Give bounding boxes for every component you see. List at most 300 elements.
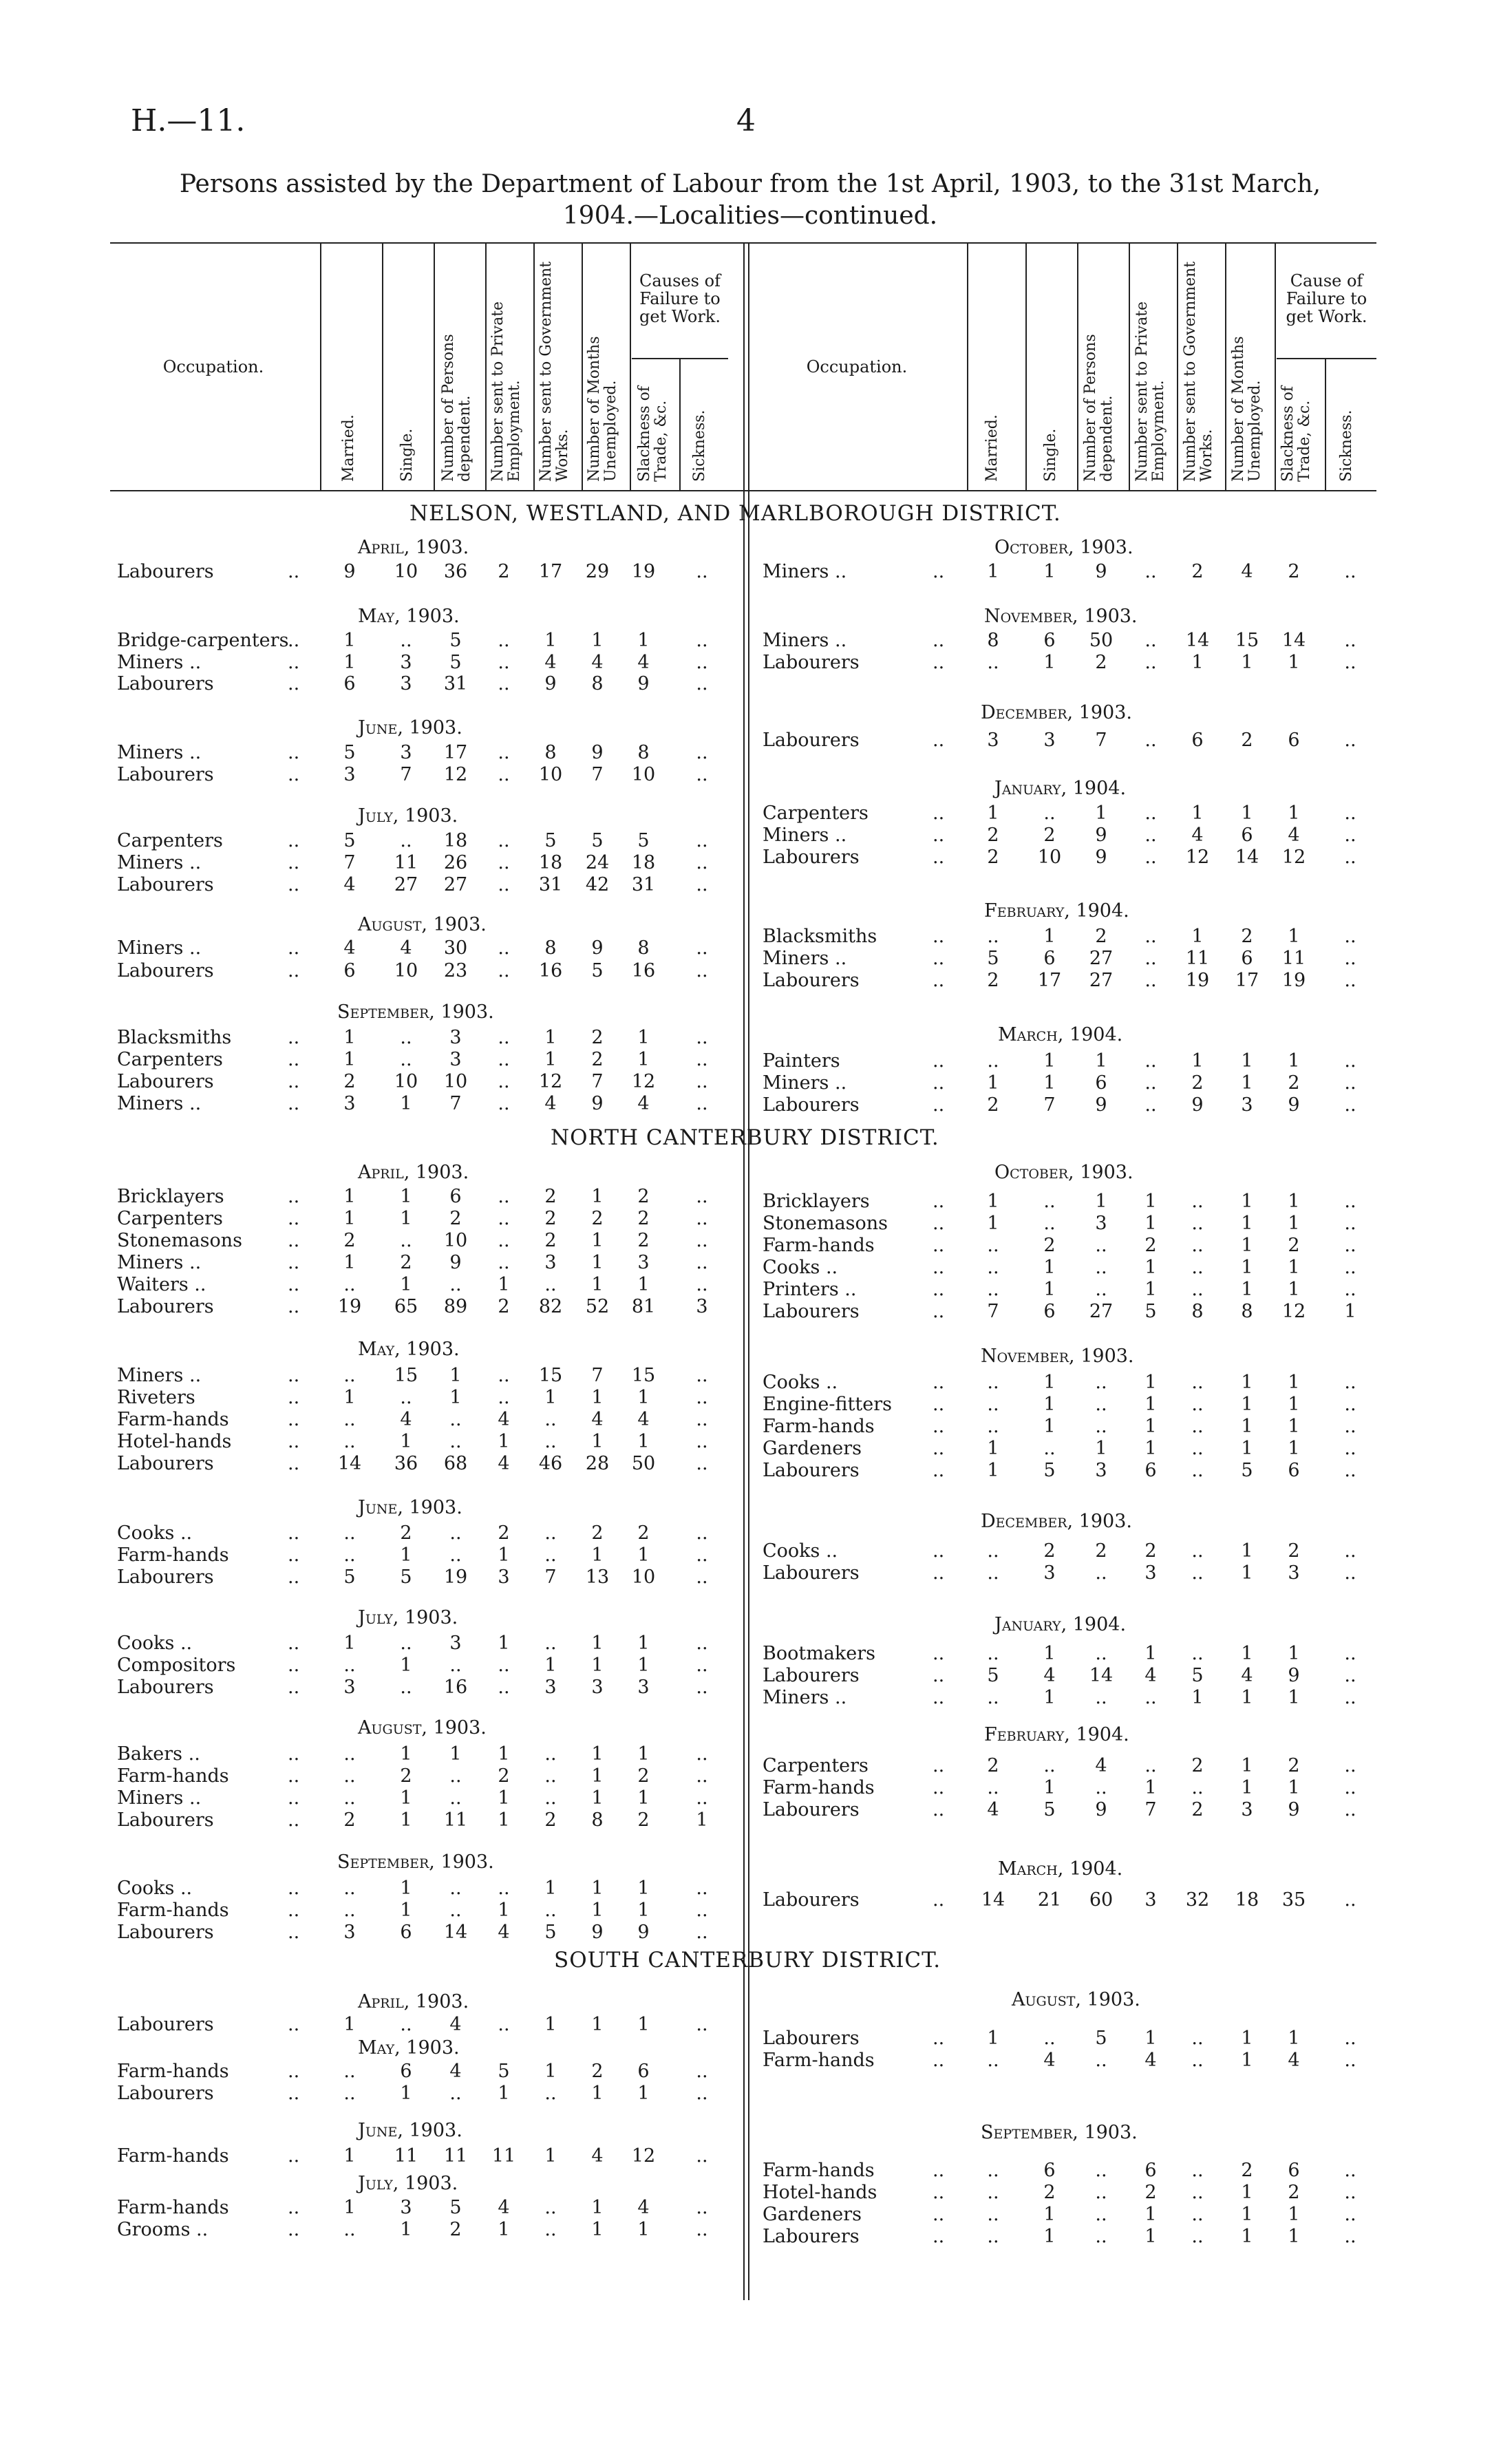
months-unemployed-cell: 1 xyxy=(591,1787,604,1809)
months-unemployed-cell: 1 xyxy=(1241,1438,1253,1459)
sickness-cell: .. xyxy=(1344,970,1356,991)
header-sickness-left: Sickness. xyxy=(691,410,708,482)
dependent-cell: .. xyxy=(1095,1687,1107,1708)
months-unemployed-cell: 52 xyxy=(585,1296,610,1317)
private-employment-cell: 7 xyxy=(1144,1799,1157,1820)
dependent-cell: 6 xyxy=(1095,1072,1107,1094)
slackness-cell: 1 xyxy=(1288,2028,1300,2049)
leader-dots: .. xyxy=(288,874,300,895)
table-row xyxy=(763,1279,1378,1301)
married-cell: 1 xyxy=(343,1208,356,1229)
government-works-cell: 18 xyxy=(538,852,563,873)
table-row xyxy=(763,1213,1378,1235)
sickness-cell: .. xyxy=(696,1208,708,1229)
dependent-cell: 3 xyxy=(449,1049,462,1070)
married-cell: 5 xyxy=(987,948,999,969)
occupation-cell: Cooks .. xyxy=(763,1540,838,1562)
government-works-cell: 9 xyxy=(1191,1094,1204,1116)
table-row xyxy=(117,1296,730,1318)
slackness-cell: 1 xyxy=(637,1900,650,1921)
single-cell: 1 xyxy=(1043,1257,1056,1278)
occupation-cell: Stonemasons xyxy=(117,1230,243,1251)
dependent-cell: 27 xyxy=(1089,970,1114,991)
slackness-cell: 15 xyxy=(631,1365,656,1386)
occupation-cell: Blacksmiths xyxy=(117,1027,232,1048)
government-works-cell: .. xyxy=(1191,1562,1204,1584)
table-row xyxy=(117,1071,730,1093)
government-works-cell: 14 xyxy=(1185,630,1210,651)
header-single-right: Single. xyxy=(1042,428,1059,482)
single-cell: .. xyxy=(400,2014,412,2035)
occupation-cell: Miners .. xyxy=(117,652,202,673)
single-cell: .. xyxy=(400,1677,412,1698)
married-cell: 3 xyxy=(343,1677,356,1698)
occupation-cell: Labourers xyxy=(117,1809,214,1831)
single-cell: 5 xyxy=(1043,1460,1056,1481)
married-cell: 5 xyxy=(987,1665,999,1686)
government-works-cell: 2 xyxy=(544,1208,557,1229)
single-cell: 5 xyxy=(1043,1799,1056,1820)
private-employment-cell: .. xyxy=(498,630,510,651)
sickness-cell: .. xyxy=(1344,1279,1356,1300)
sickness-cell: .. xyxy=(1344,926,1356,947)
married-cell: .. xyxy=(987,1050,999,1072)
months-unemployed-cell: 13 xyxy=(585,1566,610,1588)
occupation-cell: Painters xyxy=(763,1050,840,1072)
married-cell: 19 xyxy=(337,1296,362,1317)
slackness-cell: 1 xyxy=(637,2219,650,2240)
government-works-cell: 4 xyxy=(544,1093,557,1114)
header-causes-left: Causes of Failure to get Work. xyxy=(639,271,721,326)
slackness-cell: 19 xyxy=(631,561,656,582)
table-row xyxy=(117,1765,730,1787)
occupation-cell: Cooks .. xyxy=(117,1633,193,1654)
leader-dots: .. xyxy=(933,1213,945,1234)
occupation-cell: Gardeners xyxy=(763,2204,862,2225)
table-row xyxy=(763,1755,1378,1777)
sickness-cell: .. xyxy=(696,1677,708,1698)
single-cell: 1 xyxy=(400,1900,412,1921)
sickness-cell: .. xyxy=(1344,561,1356,582)
private-employment-cell: 4 xyxy=(1144,1665,1157,1686)
dependent-cell: 68 xyxy=(443,1453,468,1474)
table-row xyxy=(763,1777,1378,1799)
private-employment-cell: .. xyxy=(498,1365,510,1386)
table-row xyxy=(117,2014,730,2036)
leader-dots: .. xyxy=(933,2226,945,2247)
occupation-cell: Labourers xyxy=(117,2014,214,2035)
header-divider xyxy=(1275,242,1276,490)
sickness-cell: .. xyxy=(1344,2028,1356,2049)
table-row xyxy=(763,2226,1378,2248)
occupation-cell: Printers .. xyxy=(763,1279,857,1300)
sickness-cell: .. xyxy=(1344,1235,1356,1256)
single-cell: 6 xyxy=(400,2061,412,2082)
months-unemployed-cell: 3 xyxy=(1241,1094,1253,1116)
left-month-heading: June, 1903. xyxy=(358,1497,462,1518)
slackness-cell: 1 xyxy=(1288,1372,1300,1393)
sickness-cell: .. xyxy=(1344,1643,1356,1664)
header-dependent-left: Number of Persons dependent. xyxy=(440,334,473,482)
months-unemployed-cell: 2 xyxy=(591,1208,604,1229)
months-unemployed-cell: 2 xyxy=(591,1027,604,1048)
government-works-cell: 12 xyxy=(1185,847,1210,868)
single-cell: 5 xyxy=(400,1566,412,1588)
government-works-cell: .. xyxy=(544,2083,557,2104)
slackness-cell: 12 xyxy=(1281,847,1306,868)
months-unemployed-cell: 1 xyxy=(1241,1643,1253,1664)
table-row xyxy=(763,2204,1378,2226)
private-employment-cell: 1 xyxy=(498,2083,510,2104)
header-slackness-left: Slackness of Trade, &c. xyxy=(636,385,670,482)
leader-dots: .. xyxy=(288,852,300,873)
married-cell: .. xyxy=(987,1394,999,1415)
table-row xyxy=(117,2083,730,2105)
occupation-cell: Labourers xyxy=(117,1453,214,1474)
header-divider xyxy=(1225,242,1226,490)
dependent-cell: 14 xyxy=(443,1922,468,1943)
table-row xyxy=(763,1889,1378,1911)
right-month-heading: August, 1903. xyxy=(1012,1989,1140,2010)
government-works-cell: 1 xyxy=(1191,926,1204,947)
months-unemployed-cell: 1 xyxy=(591,630,604,651)
married-cell: 1 xyxy=(343,2145,356,2167)
months-unemployed-cell: 8 xyxy=(591,1809,604,1831)
left-month-heading: June, 1903. xyxy=(358,717,462,738)
header-private-left: Number sent to Private Employment. xyxy=(489,301,523,482)
married-cell: .. xyxy=(343,1544,356,1566)
leader-dots: .. xyxy=(933,1050,945,1072)
leader-dots: .. xyxy=(933,803,945,824)
single-cell: 1 xyxy=(400,2083,412,2104)
months-unemployed-cell: 3 xyxy=(591,1677,604,1698)
dependent-cell: .. xyxy=(1095,2182,1107,2203)
slackness-cell: 1 xyxy=(637,1633,650,1654)
single-cell: 7 xyxy=(400,764,412,785)
slackness-cell: 1 xyxy=(1288,1416,1300,1437)
leader-dots: .. xyxy=(288,1453,300,1474)
occupation-cell: Bakers .. xyxy=(117,1743,200,1765)
private-employment-cell: .. xyxy=(1144,1687,1157,1708)
page-title xyxy=(131,169,1370,232)
district-heading-nelson: NELSON, WESTLAND, AND MARLBOROUGH DISTRICT. xyxy=(409,501,1061,526)
single-cell: 11 xyxy=(394,2145,418,2167)
left-month-heading: July, 1903. xyxy=(358,1607,458,1628)
single-cell: 1 xyxy=(400,1544,412,1566)
months-unemployed-cell: 7 xyxy=(591,1071,604,1092)
leader-dots: .. xyxy=(288,2083,300,2104)
government-works-cell: 1 xyxy=(1191,1687,1204,1708)
table-row xyxy=(117,1049,730,1071)
leader-dots: .. xyxy=(288,830,300,851)
occupation-cell: Labourers xyxy=(117,561,214,582)
occupation-cell: Labourers xyxy=(117,1677,214,1698)
private-employment-cell: .. xyxy=(1144,926,1157,947)
occupation-cell: Labourers xyxy=(117,1566,214,1588)
single-cell: 1 xyxy=(400,1093,412,1114)
occupation-cell: Labourers xyxy=(763,1889,860,1911)
leader-dots: .. xyxy=(933,1799,945,1820)
months-unemployed-cell: 24 xyxy=(585,852,610,873)
district-heading-north-canterbury: NORTH CANTERBURY DISTRICT. xyxy=(551,1125,939,1150)
table-row xyxy=(117,1387,730,1409)
dependent-cell: .. xyxy=(1095,1279,1107,1300)
months-unemployed-cell: 3 xyxy=(1241,1799,1253,1820)
government-works-cell: 10 xyxy=(538,764,563,785)
government-works-cell: 6 xyxy=(1191,730,1204,751)
months-unemployed-cell: 9 xyxy=(591,742,604,763)
occupation-cell: Carpenters xyxy=(763,803,869,824)
sickness-cell: .. xyxy=(1344,1687,1356,1708)
sickness-cell: .. xyxy=(696,742,708,763)
occupation-cell: Waiters .. xyxy=(117,1274,206,1295)
slackness-cell: 31 xyxy=(631,874,656,895)
occupation-cell: Labourers xyxy=(117,960,214,981)
married-cell: 2 xyxy=(987,1094,999,1116)
single-cell: 2 xyxy=(400,1765,412,1787)
slackness-cell: 1 xyxy=(637,1049,650,1070)
single-cell: 1 xyxy=(1043,1416,1056,1437)
leader-dots: .. xyxy=(933,1279,945,1300)
slackness-cell: 12 xyxy=(1281,1301,1306,1322)
dependent-cell: 1 xyxy=(1095,1438,1107,1459)
dependent-cell: 9 xyxy=(1095,561,1107,582)
married-cell: 1 xyxy=(987,803,999,824)
table-row xyxy=(117,2219,730,2241)
single-cell: 6 xyxy=(400,1922,412,1943)
header-divider xyxy=(582,242,583,490)
header-causes-right: Cause of Failure to get Work. xyxy=(1286,271,1367,326)
single-cell: 4 xyxy=(1043,2050,1056,2071)
occupation-cell: Gardeners xyxy=(763,1438,862,1459)
occupation-cell: Riveters xyxy=(117,1387,195,1408)
months-unemployed-cell: 1 xyxy=(1241,2028,1253,2049)
private-employment-cell: 1 xyxy=(1144,1777,1157,1798)
right-month-heading: January, 1904. xyxy=(994,1614,1127,1635)
private-employment-cell: .. xyxy=(498,1387,510,1408)
slackness-cell: 4 xyxy=(637,1093,650,1114)
slackness-cell: 3 xyxy=(637,1677,650,1698)
married-cell: 2 xyxy=(343,1809,356,1831)
government-works-cell: 5 xyxy=(544,830,557,851)
months-unemployed-cell: 2 xyxy=(1241,730,1253,751)
occupation-cell: Miners .. xyxy=(117,742,202,763)
leader-dots: .. xyxy=(288,673,300,694)
leader-dots: .. xyxy=(933,2160,945,2181)
private-employment-cell: .. xyxy=(1144,970,1157,991)
single-cell: 4 xyxy=(1043,1665,1056,1686)
single-cell: 2 xyxy=(1043,825,1056,846)
leader-dots: .. xyxy=(288,1522,300,1544)
married-cell: 1 xyxy=(343,1027,356,1048)
slackness-cell: 3 xyxy=(1288,1562,1300,1584)
months-unemployed-cell: 7 xyxy=(591,764,604,785)
single-cell: 1 xyxy=(400,1274,412,1295)
table-row xyxy=(763,1416,1378,1438)
private-employment-cell: .. xyxy=(498,1252,510,1273)
months-unemployed-cell: 1 xyxy=(1241,1050,1253,1072)
dependent-cell: .. xyxy=(449,1522,462,1544)
sickness-cell: .. xyxy=(1344,1416,1356,1437)
dependent-cell: .. xyxy=(449,1274,462,1295)
private-employment-cell: .. xyxy=(1144,847,1157,868)
months-unemployed-cell: 9 xyxy=(591,937,604,959)
leader-dots: .. xyxy=(933,948,945,969)
single-cell: 3 xyxy=(400,2197,412,2218)
sickness-cell: .. xyxy=(696,2083,708,2104)
single-cell: 3 xyxy=(400,742,412,763)
dependent-cell: 1 xyxy=(1095,1191,1107,1212)
table-row xyxy=(117,852,730,874)
married-cell: 3 xyxy=(343,1093,356,1114)
married-cell: .. xyxy=(987,2160,999,2181)
sickness-cell: .. xyxy=(696,2219,708,2240)
dependent-cell: 9 xyxy=(1095,1799,1107,1820)
government-works-cell: 2 xyxy=(544,1186,557,1207)
occupation-cell: Miners .. xyxy=(763,948,847,969)
months-unemployed-cell: 1 xyxy=(591,2197,604,2218)
table-row xyxy=(763,926,1378,948)
months-unemployed-cell: 1 xyxy=(1241,1416,1253,1437)
government-works-cell: 2 xyxy=(1191,1755,1204,1776)
private-employment-cell: .. xyxy=(1144,630,1157,651)
months-unemployed-cell: 6 xyxy=(1241,825,1253,846)
private-employment-cell: .. xyxy=(1144,948,1157,969)
leader-dots: .. xyxy=(933,1191,945,1212)
single-cell: 1 xyxy=(1043,1777,1056,1798)
private-employment-cell: 2 xyxy=(498,1296,510,1317)
sickness-cell: .. xyxy=(696,1900,708,1921)
married-cell: 1 xyxy=(987,561,999,582)
leader-dots: .. xyxy=(933,1643,945,1664)
private-employment-cell: 1 xyxy=(1144,1191,1157,1212)
leader-dots: .. xyxy=(933,1257,945,1278)
occupation-cell: Labourers xyxy=(763,1665,860,1686)
slackness-cell: 1 xyxy=(1288,1279,1300,1300)
occupation-cell: Farm-hands xyxy=(117,1900,229,1921)
header-divider xyxy=(679,359,681,490)
leader-dots: .. xyxy=(288,1544,300,1566)
occupation-cell: Labourers xyxy=(763,1562,860,1584)
occupation-cell: Farm-hands xyxy=(117,2197,229,2218)
private-employment-cell: .. xyxy=(498,742,510,763)
dependent-cell: 16 xyxy=(443,1677,468,1698)
private-employment-cell: 3 xyxy=(498,1566,510,1588)
dependent-cell: 14 xyxy=(1089,1665,1114,1686)
left-month-heading: April, 1903. xyxy=(358,537,469,558)
single-cell: .. xyxy=(400,830,412,851)
married-cell: .. xyxy=(987,2182,999,2203)
dependent-cell: .. xyxy=(1095,1235,1107,1256)
sickness-cell: .. xyxy=(1344,1257,1356,1278)
single-cell: 6 xyxy=(1043,630,1056,651)
single-cell: 1 xyxy=(400,1743,412,1765)
sickness-cell: .. xyxy=(696,1093,708,1114)
occupation-cell: Labourers xyxy=(763,1460,860,1481)
slackness-cell: 9 xyxy=(637,1922,650,1943)
slackness-cell: 1 xyxy=(1288,1777,1300,1798)
leader-dots: .. xyxy=(288,960,300,981)
private-employment-cell: 6 xyxy=(1144,1460,1157,1481)
government-works-cell: 32 xyxy=(1185,1889,1210,1911)
government-works-cell: 2 xyxy=(1191,1072,1204,1094)
single-cell: 6 xyxy=(1043,2160,1056,2181)
single-cell: 1 xyxy=(400,1208,412,1229)
header-divider xyxy=(1025,242,1027,490)
married-cell: .. xyxy=(343,1655,356,1676)
single-cell: 10 xyxy=(394,561,418,582)
months-unemployed-cell: 1 xyxy=(591,1633,604,1654)
leader-dots: .. xyxy=(288,742,300,763)
sickness-cell: .. xyxy=(1344,2050,1356,2071)
leader-dots: .. xyxy=(933,1665,945,1686)
private-employment-cell: 4 xyxy=(498,2197,510,2218)
left-month-heading: May, 1903. xyxy=(358,2037,460,2059)
leader-dots: .. xyxy=(933,1777,945,1798)
single-cell: 65 xyxy=(394,1296,418,1317)
married-cell: 1 xyxy=(987,1072,999,1094)
months-unemployed-cell: 1 xyxy=(591,1743,604,1765)
single-cell: 3 xyxy=(1043,730,1056,751)
government-works-cell: 9 xyxy=(544,673,557,694)
private-employment-cell: 1 xyxy=(498,1787,510,1809)
slackness-cell: 8 xyxy=(637,937,650,959)
table-row xyxy=(763,2050,1378,2072)
leader-dots: .. xyxy=(288,1230,300,1251)
married-cell: .. xyxy=(987,1687,999,1708)
occupation-cell: Farm-hands xyxy=(763,2050,875,2071)
months-unemployed-cell: 29 xyxy=(585,561,610,582)
table-row xyxy=(763,730,1378,752)
single-cell: .. xyxy=(1043,803,1056,824)
table-row xyxy=(117,1230,730,1252)
sickness-cell: .. xyxy=(1344,803,1356,824)
single-cell: 27 xyxy=(394,874,418,895)
sickness-cell: .. xyxy=(696,937,708,959)
dependent-cell: 5 xyxy=(449,630,462,651)
government-works-cell: .. xyxy=(1191,1213,1204,1234)
dependent-cell: .. xyxy=(1095,1416,1107,1437)
sickness-cell: .. xyxy=(696,1765,708,1787)
leader-dots: .. xyxy=(288,764,300,785)
sickness-cell: .. xyxy=(696,830,708,851)
private-employment-cell: .. xyxy=(1144,825,1157,846)
sickness-cell: .. xyxy=(1344,948,1356,969)
slackness-cell: 1 xyxy=(637,1274,650,1295)
occupation-cell: Labourers xyxy=(763,2226,860,2247)
occupation-cell: Miners .. xyxy=(117,1365,202,1386)
single-cell: 1 xyxy=(1043,1279,1056,1300)
private-employment-cell: .. xyxy=(498,960,510,981)
left-month-heading: April, 1903. xyxy=(358,1991,469,2012)
private-employment-cell: .. xyxy=(1144,803,1157,824)
slackness-cell: 35 xyxy=(1281,1889,1306,1911)
slackness-cell: 18 xyxy=(631,852,656,873)
dependent-cell: 12 xyxy=(443,764,468,785)
months-unemployed-cell: 1 xyxy=(591,1387,604,1408)
private-employment-cell: 1 xyxy=(1144,1372,1157,1393)
occupation-cell: Bricklayers xyxy=(117,1186,224,1207)
months-unemployed-cell: 1 xyxy=(591,1252,604,1273)
table-row xyxy=(117,652,730,674)
months-unemployed-cell: 2 xyxy=(1241,2160,1253,2181)
occupation-cell: Farm-hands xyxy=(763,1416,875,1437)
single-cell: .. xyxy=(400,1633,412,1654)
occupation-cell: Miners .. xyxy=(117,1093,202,1114)
dependent-cell: .. xyxy=(449,2083,462,2104)
slackness-cell: 3 xyxy=(637,1252,650,1273)
married-cell: 1 xyxy=(343,1252,356,1273)
